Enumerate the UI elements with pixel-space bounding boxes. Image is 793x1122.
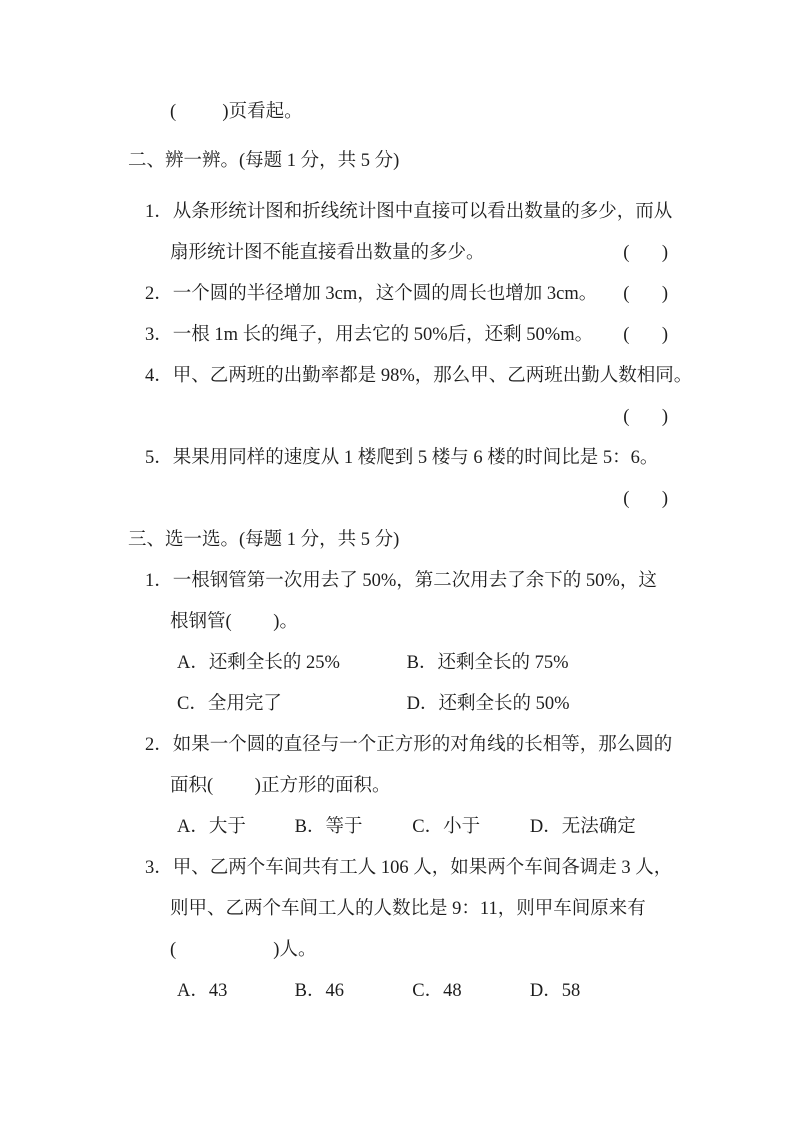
choice-q1-options-row2 (128, 684, 668, 725)
choice-q3-line1 (128, 848, 673, 889)
choice-q3-answer-blank: ( )人。 (170, 940, 317, 960)
judge-q3-text: 3．一根 1m 长的绳子，用去它的 50%后，还剩 50%m。 (145, 325, 594, 345)
judge-q3-line1 (128, 315, 668, 356)
judge-section-heading-text: 二、辨一辨。(每题 1 分，共 5 分) (128, 151, 400, 171)
judge-q1-line1 (128, 192, 673, 233)
choice-q2-option-c: C．小于 (412, 817, 481, 837)
judge-q5-text: 5．果果用同样的速度从 1 楼爬到 5 楼与 6 楼的时间比是 5：6。 (145, 448, 659, 468)
judge-q2-line1 (128, 274, 668, 315)
judge-q1-text: 1．从条形统计图和折线统计图中直接可以看出数量的多少，而从 (145, 202, 673, 222)
paper-content (128, 0, 693, 1012)
choice-q3-option-b: B．46 (294, 981, 344, 1001)
judge-q2-text: 2．一个圆的半径增加 3cm，这个圆的周长也增加 3cm。 (145, 284, 598, 304)
choice-q3-options-row (128, 971, 668, 1012)
choice-q3-text: 3．甲、乙两个车间共有工人 106 人，如果两个车间各调走 3 人， (145, 858, 673, 878)
judge-q2-answer-blank: ( ) (623, 284, 668, 304)
choice-q3-line2 (128, 889, 668, 930)
choice-q3-option-c: C．48 (412, 981, 462, 1001)
judge-q1-answer-blank: ( ) (623, 243, 668, 263)
intro-answer-blank: ( )页看起。 (170, 102, 303, 122)
choice-q2-line2 (128, 766, 668, 807)
choice-q1-text-cont: 根钢管( )。 (170, 612, 298, 632)
choice-q2-option-a: A．大于 (177, 817, 246, 837)
judge-q5-line1 (128, 438, 668, 479)
judge-q5-answer-blank: ( ) (623, 489, 668, 509)
choice-q1-option-b: B．还剩全长的 75% (406, 653, 569, 673)
judge-q4-answer-blank: ( ) (623, 407, 668, 427)
choice-q2-options-row (128, 807, 668, 848)
judge-section-heading (128, 141, 668, 182)
judge-q4-text: 4．甲、乙两班的出勤率都是 98%，那么甲、乙两班出勤人数相同。 (145, 366, 693, 386)
choice-q1-text: 1．一根钢管第一次用去了 50%，第二次用去了余下的 50%，这 (145, 571, 657, 591)
choice-q2-line1 (128, 725, 673, 766)
choice-q3-option-d: D．58 (529, 981, 581, 1001)
choice-q2-option-d: D．无法确定 (529, 817, 636, 837)
choice-q3-line3 (128, 930, 668, 971)
judge-q5-answer-line (128, 479, 668, 520)
choice-q1-option-a: A．还剩全长的 25% (177, 653, 340, 673)
choice-q2-text: 2．如果一个圆的直径与一个正方形的对角线的长相等，那么圆的 (145, 735, 673, 755)
judge-q4-answer-line (128, 397, 668, 438)
choice-q1-line2 (128, 602, 668, 643)
choice-q1-option-c: C．全用完了 (177, 694, 282, 714)
choice-section-heading-text: 三、选一选。(每题 1 分，共 5 分) (128, 530, 400, 550)
choice-q2-text-cont: 面积( )正方形的面积。 (170, 776, 391, 796)
intro-continuation-line (128, 92, 668, 133)
choice-q2-option-b: B．等于 (294, 817, 363, 837)
judge-q1-line2 (128, 233, 668, 274)
choice-q3-text-cont: 则甲、乙两个车间工人的人数比是 9：11，则甲车间原来有 (170, 899, 646, 919)
choice-q1-options-row1 (128, 643, 668, 684)
judge-q4-line1 (128, 356, 693, 397)
judge-q3-answer-blank: ( ) (623, 325, 668, 345)
choice-q1-option-d: D．还剩全长的 50% (406, 694, 570, 714)
choice-q1-line1 (128, 561, 668, 602)
choice-section-heading (128, 520, 668, 561)
choice-q3-option-a: A．43 (177, 981, 228, 1001)
judge-q1-text-cont: 扇形统计图不能直接看出数量的多少。 (170, 243, 485, 263)
